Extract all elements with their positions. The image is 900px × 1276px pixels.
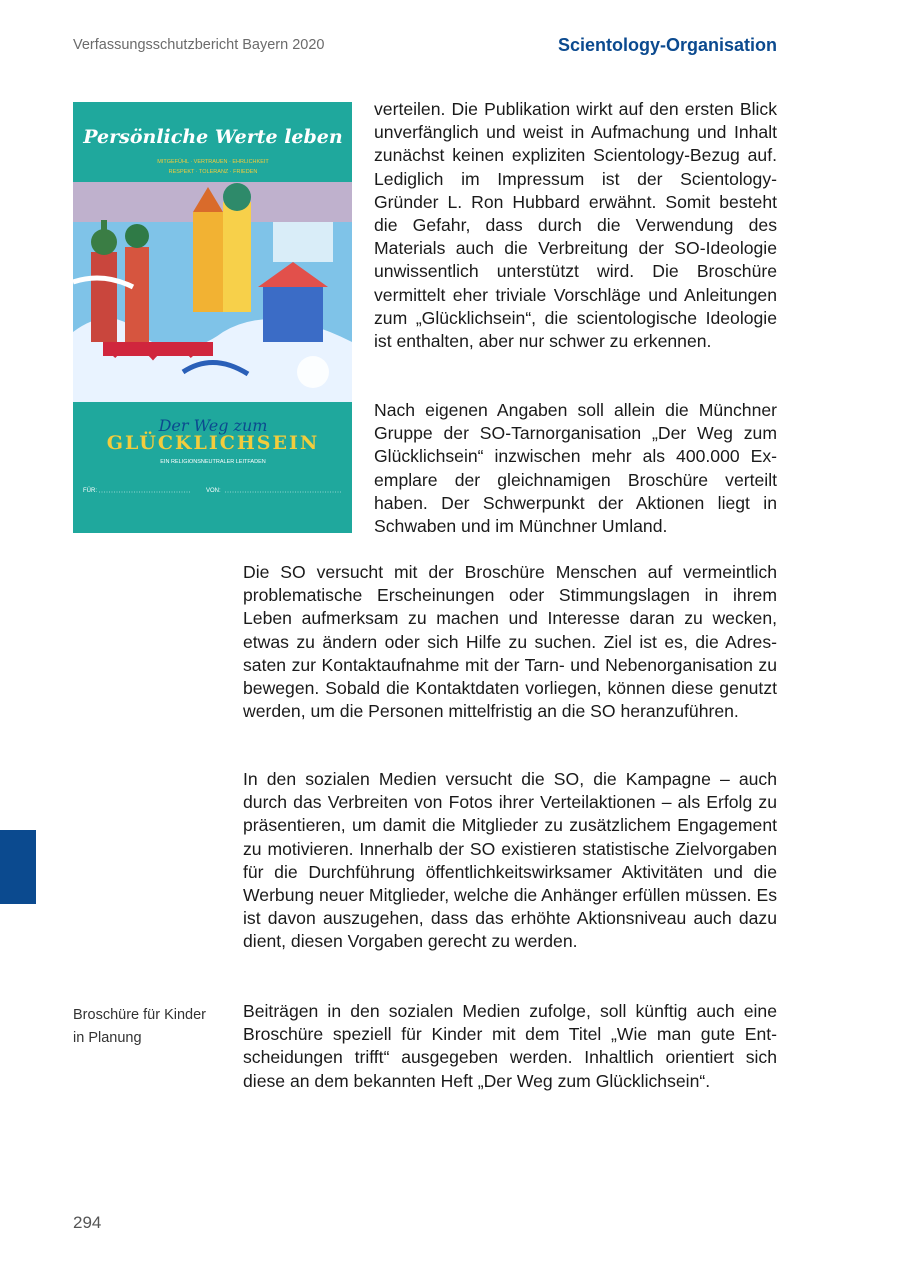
body-paragraph-4: In den sozialen Medien versucht die SO, die Kampagne – auch durch das Verbreiten von Fotos ihrer Verteilaktionen – als Erfolg zu präsentieren, um damit die Mitglieder zu zusätzlichem Engagement zu motivieren. Innerhalb der SO existieren statistische Zielvorgaben für die Durchführung öffentlichkeitswirksamer Aktivitäten und die Werbung neuer Mitglieder, welche die Anhänger erfüllen müssen. Es ist davon auszugehen, dass das erhöhte Aktionsniveau auch dazu dient, diesen Vorgaben gerecht zu werden. xyxy=(243,769,777,952)
cover-values-line1: MITGEFÜHL · VERTRAUEN · EHRLICHKEIT xyxy=(157,159,269,165)
cover-for-label: FÜR: xyxy=(83,488,97,494)
cover-from-label: VON: xyxy=(206,488,221,494)
margin-note xyxy=(73,1004,223,1050)
cover-illustration xyxy=(73,182,352,402)
body-paragraph-3: Die SO versucht mit der Broschüre Menschen auf vermeintlich problematische Erscheinungen oder Stimmungslagen in ihrem Leben aufmerksam zu machen und Interesse daran zu wecken, etwas zu ändern oder sich Hilfe zu suchen. Ziel ist es, die Adressaten zur Kontaktaufnahme mit der Tarn- und Nebenorganisation zu bewegen. Sobald die Kontaktdaten vorliegen, können diese genutzt werden, um die Personen mittelfristig an die SO heranzuführen. xyxy=(243,562,777,722)
margin-note-line2: in Planung xyxy=(73,1030,142,1046)
page-number: 294 xyxy=(73,1213,102,1232)
margin-note-line1: Broschüre für Kinder xyxy=(73,1007,206,1023)
body-paragraph-1: verteilen. Die Publikation wirkt auf den ersten Blick unverfänglich und weist in Aufmachung und Inhalt zunächst keinen expliziten Scientology-Bezug auf. Lediglich im Impressum ist der Scientology-Gründer L. Ron Hubbard erwähnt. Somit besteht die Gefahr, dass durch die Verwendung des Materials auch die Verbreitung der SO-Ideologie unwissentlich unterstützt wird. Die Broschüre vermittelt eher triviale Vorschläge und Anleitungen zum „Glücklichsein“, die scientologische Ideologie ist enthalten, aber nur schwer zu erkennen. xyxy=(374,99,777,352)
cover-values-line2: RESPEKT · TOLERANZ · FRIEDEN xyxy=(168,169,258,175)
cover-title: Persönliche Werte leben xyxy=(83,126,343,148)
chapter-side-tab xyxy=(0,830,36,904)
brochure-cover-image xyxy=(73,102,352,533)
cover-subtitle: Der Weg zum xyxy=(158,416,268,435)
running-head: Verfassungsschutzbericht Bayern 2020 xyxy=(73,37,325,53)
section-title: Scientology-Organisation xyxy=(557,35,777,55)
body-paragraph-2: Nach eigenen Angaben soll allein die Münchner Gruppe der SO-Tarnorganisation „Der Weg zum Glücklichsein“ inzwischen mehr als 400.000 Exemplare der gleichnamigen Broschüre verteilt haben. Der Schwerpunkt der Aktionen liegt in Schwaben und im Münchner Umland. xyxy=(374,400,777,537)
body-paragraph-5: Beiträgen in den sozialen Medien zufolge, soll künftig auch eine Broschüre speziell für Kinder mit dem Titel „Wie man gute Entscheidungen trifft“ ausgegeben werden. Inhaltlich orientiert sich diese an dem bekannten Heft „Der Weg zum Glücklichsein“. xyxy=(243,1001,777,1091)
cover-tagline: EIN RELIGIONSNEUTRALER LEITFADEN xyxy=(160,459,266,465)
cover-main-title: GLÜCKLICHSEIN xyxy=(106,432,320,454)
